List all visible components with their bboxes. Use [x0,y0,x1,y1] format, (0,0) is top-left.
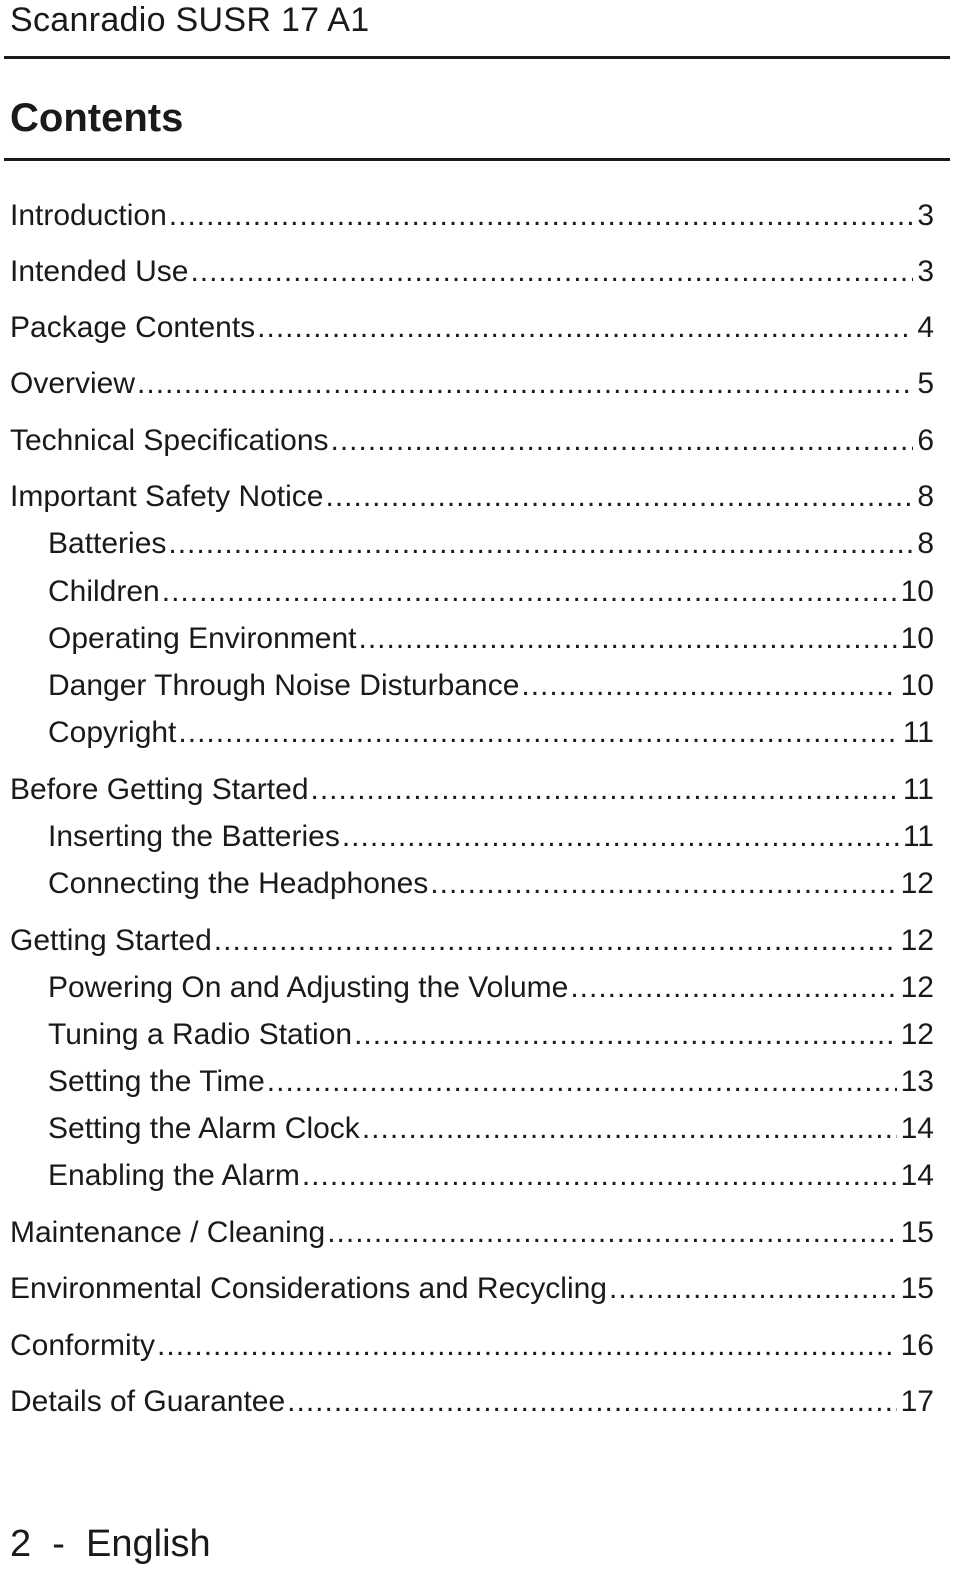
toc-entry-page-number: 14 [900,1159,934,1192]
toc-entry-page-number: 15 [900,1216,934,1249]
toc-entry-page-number: 17 [900,1385,934,1418]
toc-entry-page-number: 11 [902,773,934,806]
toc-dot-leader [162,572,897,612]
toc-entry[interactable] [48,1156,934,1196]
toc-entry-label: Technical Specifications [10,424,329,457]
toc-dot-leader [342,817,899,857]
toc-entry-page-number: 10 [900,575,934,608]
toc-entry-page-number: 12 [900,924,934,957]
toc-entry[interactable] [10,196,934,236]
toc-entry-label: Conformity [10,1329,156,1362]
toc-entry[interactable] [48,817,934,857]
page-footer [10,1522,211,1566]
toc-dot-leader [267,1062,897,1102]
toc-entry-label: Danger Through Noise Disturbance [48,669,520,702]
toc-dot-leader [257,308,913,348]
toc-entry-label: Before Getting Started [10,773,309,806]
toc-entry-page-number: 16 [900,1329,934,1362]
toc-entry-label: Intended Use [10,255,189,288]
toc-dot-leader [287,1382,896,1422]
toc-dot-leader [178,713,898,753]
toc-entry-label: Tuning a Radio Station [48,1018,353,1051]
toc-dot-leader [570,968,896,1008]
toc-entry[interactable] [10,308,934,348]
toc-entry-page-number: 15 [900,1272,934,1305]
toc-entry-page-number: 10 [900,622,934,655]
footer-language: English [86,1523,211,1565]
toc-dot-leader [327,1213,896,1253]
toc-dot-leader [190,252,913,292]
toc-entry-label: Package Contents [10,311,256,344]
toc-entry-page-number: 12 [900,867,934,900]
toc-entry-label: Batteries [48,527,167,560]
toc-dot-leader [168,524,913,564]
toc-entry[interactable] [48,1109,934,1149]
toc-entry-label: Details of Guarantee [10,1385,286,1418]
toc-dot-leader [157,1326,897,1366]
toc-entry[interactable] [10,252,934,292]
toc-dot-leader [362,1109,897,1149]
toc-entry[interactable] [10,364,934,404]
toc-entry-label: Copyright [48,716,177,749]
toc-entry-page-number: 12 [900,971,934,1004]
toc-entry-page-number: 8 [917,527,934,560]
toc-dot-leader [430,864,896,904]
header-divider [4,56,950,59]
toc-entry[interactable] [48,619,934,659]
footer-page-number: 2 [10,1523,32,1565]
title-divider [4,158,950,161]
toc-entry-page-number: 11 [902,820,934,853]
toc-entry-label: Overview [10,367,136,400]
toc-entry-label: Environmental Considerations and Recycling [10,1272,607,1305]
toc-entry-label: Setting the Alarm Clock [48,1112,360,1145]
toc-entry[interactable] [10,421,934,461]
toc-entry-label: Maintenance / Cleaning [10,1216,326,1249]
toc-entry-label: Getting Started [10,924,212,957]
toc-entry-label: Important Safety Notice [10,480,324,513]
toc-dot-leader [354,1015,897,1055]
toc-dot-leader [137,364,913,404]
toc-entry[interactable] [10,1326,934,1366]
toc-dot-leader [325,477,913,517]
toc-entry[interactable] [48,1062,934,1102]
toc-entry-page-number: 11 [902,716,934,749]
toc-entry[interactable] [48,968,934,1008]
toc-entry-page-number: 3 [917,199,934,232]
toc-dot-leader [331,421,914,461]
toc-dot-leader [609,1269,897,1309]
toc-entry-label: Enabling the Alarm [48,1159,300,1192]
toc-entry[interactable] [48,572,934,612]
footer-separator: - [52,1523,65,1565]
toc-dot-leader [169,196,914,236]
toc-entry-label: Introduction [10,199,167,232]
toc-entry-page-number: 13 [900,1065,934,1098]
toc-entry-page-number: 12 [900,1018,934,1051]
toc-entry-page-number: 3 [917,255,934,288]
toc-entry[interactable] [48,864,934,904]
toc-entry[interactable] [10,1382,934,1422]
toc-entry-page-number: 5 [917,367,934,400]
toc-entry[interactable] [48,666,934,706]
toc-entry-label: Children [48,575,160,608]
toc-entry-page-number: 10 [900,669,934,702]
toc-entry[interactable] [10,770,934,810]
toc-entry[interactable] [48,524,934,564]
toc-dot-leader [359,619,897,659]
toc-entry[interactable] [48,713,934,753]
toc-dot-leader [521,666,896,706]
toc-entry-page-number: 6 [917,424,934,457]
toc-entry-label: Setting the Time [48,1065,265,1098]
toc-dot-leader [311,770,899,810]
toc-entry-label: Operating Environment [48,622,357,655]
toc-entry[interactable] [10,1213,934,1253]
toc-entry-label: Inserting the Batteries [48,820,340,853]
toc-dot-leader [302,1156,897,1196]
toc-dot-leader [214,921,897,961]
toc-entry[interactable] [48,1015,934,1055]
toc-entry-page-number: 8 [917,480,934,513]
toc-entry-page-number: 14 [900,1112,934,1145]
toc-entry[interactable] [10,1269,934,1309]
toc-entry[interactable] [10,921,934,961]
page-title: Contents [10,96,184,140]
document-header-title: Scanradio SUSR 17 A1 [10,1,370,39]
toc-entry[interactable] [10,477,934,517]
toc-entry-label: Powering On and Adjusting the Volume [48,971,569,1004]
toc-entry-label: Connecting the Headphones [48,867,429,900]
toc-entry-page-number: 4 [917,311,934,344]
